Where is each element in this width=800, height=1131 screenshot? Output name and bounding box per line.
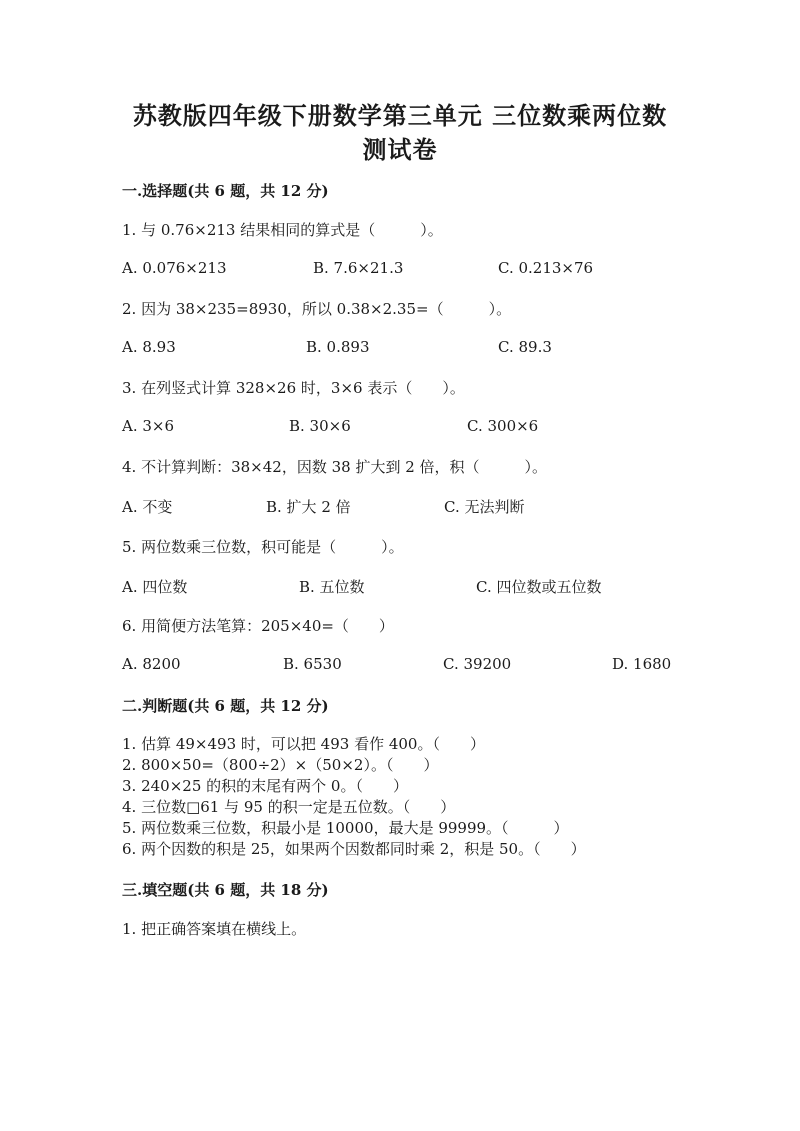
section-heading-fill-blank: 三.填空题(共 6 题，共 18 分) bbox=[122, 881, 329, 899]
question-6: 6. 用简便方法笔算：205×40=（ ） bbox=[122, 617, 394, 635]
judgment-item-2: 2. 800×50=（800÷2）×（50×2）。（ ） bbox=[122, 756, 439, 774]
q2-option-b: B. 0.893 bbox=[306, 338, 370, 356]
section-heading-judgment: 二.判断题(共 6 题，共 12 分) bbox=[122, 697, 329, 715]
exam-title-line1: 苏教版四年级下册数学第三单元 三位数乘两位数 bbox=[132, 101, 668, 130]
q1-option-b: B. 7.6×21.3 bbox=[313, 259, 404, 277]
q4-option-b: B. 扩大 2 倍 bbox=[266, 498, 351, 516]
q5-option-b: B. 五位数 bbox=[299, 578, 365, 596]
q3-option-b: B. 30×6 bbox=[289, 417, 351, 435]
question-3: 3. 在列竖式计算 328×26 时，3×6 表示（ ）。 bbox=[122, 379, 465, 397]
judgment-item-4: 4. 三位数□61 与 95 的积一定是五位数。（ ） bbox=[122, 798, 456, 816]
q5-option-c: C. 四位数或五位数 bbox=[476, 578, 602, 596]
q3-option-a: A. 3×6 bbox=[122, 417, 175, 435]
question-4: 4. 不计算判断：38×42，因数 38 扩大到 2 倍，积（ ）。 bbox=[122, 458, 548, 476]
judgment-item-6: 6. 两个因数的积是 25，如果两个因数都同时乘 2，积是 50。（ ） bbox=[122, 840, 586, 858]
question-2: 2. 因为 38×235=8930，所以 0.38×2.35=（ ）。 bbox=[122, 300, 512, 318]
q4-option-a: A. 不变 bbox=[122, 498, 173, 516]
q5-option-a: A. 四位数 bbox=[122, 578, 188, 596]
q3-option-c: C. 300×6 bbox=[467, 417, 539, 435]
q4-option-c: C. 无法判断 bbox=[444, 498, 525, 516]
q6-option-c: C. 39200 bbox=[443, 655, 512, 673]
q6-option-d: D. 1680 bbox=[612, 655, 672, 673]
section-heading-choice: 一.选择题(共 6 题，共 12 分) bbox=[122, 182, 329, 200]
q1-option-a: A. 0.076×213 bbox=[122, 259, 227, 277]
q6-option-a: A. 8200 bbox=[122, 655, 181, 673]
question-1: 1. 与 0.76×213 结果相同的算式是（ ）。 bbox=[122, 221, 443, 239]
q2-option-a: A. 8.93 bbox=[122, 338, 176, 356]
question-5: 5. 两位数乘三位数，积可能是（ ）。 bbox=[122, 538, 404, 556]
q1-option-c: C. 0.213×76 bbox=[498, 259, 594, 277]
judgment-item-5: 5. 两位数乘三位数，积最小是 10000，最大是 99999。（ ） bbox=[122, 819, 569, 837]
judgment-item-3: 3. 240×25 的积的末尾有两个 0。（ ） bbox=[122, 777, 408, 795]
judgment-item-1: 1. 估算 49×493 时，可以把 493 看作 400。（ ） bbox=[122, 735, 485, 753]
fill-blank-item-1: 1. 把正确答案填在横线上。 bbox=[122, 920, 307, 938]
exam-title-line2: 测试卷 bbox=[362, 135, 438, 164]
q2-option-c: C. 89.3 bbox=[498, 338, 552, 356]
q6-option-b: B. 6530 bbox=[283, 655, 342, 673]
